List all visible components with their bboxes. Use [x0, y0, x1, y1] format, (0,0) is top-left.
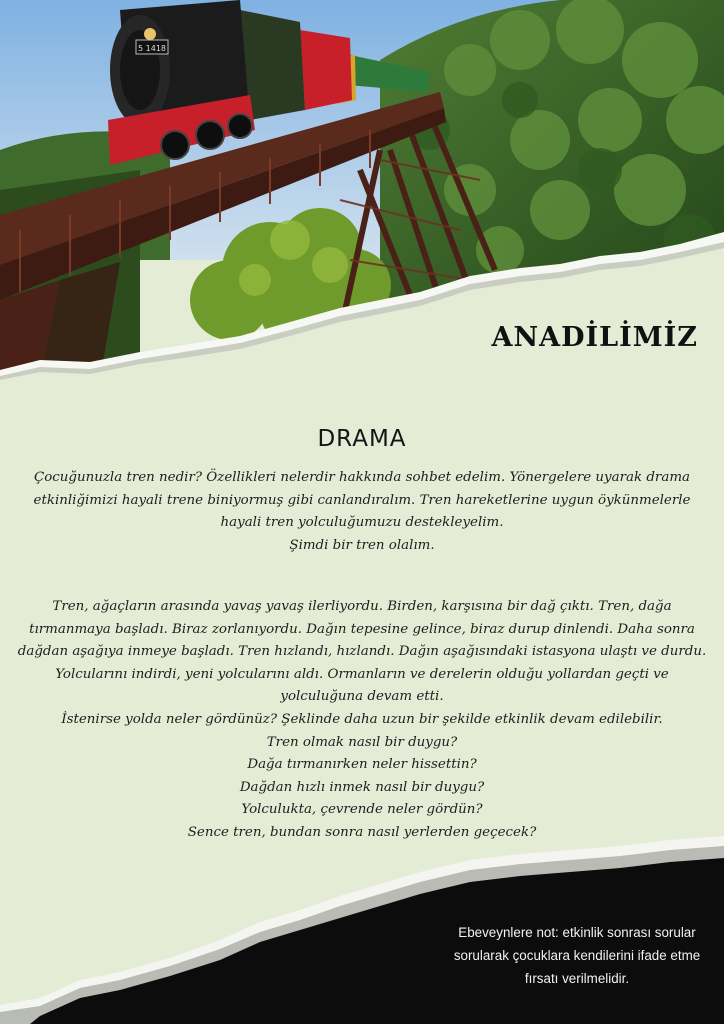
intro-paragraph: Çocuğunuzla tren nedir? Özellikleri nelerdir hakkında sohbet edelim. Yönergelere uyarak drama etkinliğimizi hayali trene biniyormuş gibi canlandıralım. Tren hareketlerine uygun öykünmelerle hayali tren yolculuğumuzu destekleyelim. [33, 470, 691, 531]
brand-title: ANADİLİMİZ [491, 322, 698, 353]
story-text [14, 596, 710, 845]
intro-paragraph: Şimdi bir tren olalım. [289, 537, 435, 553]
question-line: Dağdan hızlı inmek nasıl bir duygu? [239, 779, 485, 795]
story-paragraph: Tren, ağaçların arasında yavaş yavaş ilerliyordu. Birden, karşısına bir dağ çıktı. Tren, dağa tırmanmaya başladı. Biraz zorlanıyordu. Dağın tepesine gelince, biraz durup dinlendi. Daha sonra dağdan aşağıya inmeye başladı. Tren hızlandı, hızlandı. Dağın aşağısındaki istasyona ulaştı ve durdu. Yolcularını indirdi, yeni yolcularını aldı. Ormanların ve derelerin olduğu yollardan geçti ve yolculuğuna devam etti. [17, 599, 707, 705]
locomotive-number: 5 1418 [138, 44, 166, 53]
question-line: Sence tren, bundan sonra nasıl yerlerden geçecek? [187, 824, 537, 840]
question-line: Tren olmak nasıl bir duygu? [266, 734, 458, 750]
story-paragraph: İstenirse yolda neler gördünüz? Şeklinde daha uzun bir şekilde etkinlik devam edilebilir. [61, 711, 663, 727]
intro-text [14, 467, 710, 557]
section-title: DRAMA [317, 426, 407, 452]
question-line: Dağa tırmanırken neler hissettin? [247, 757, 477, 773]
question-line: Yolculukta, çevrende neler gördün? [241, 802, 483, 818]
parent-note: Ebeveynlere not: etkinlik sonrası sorular sorularak çocuklara kendilerini ifade etme fırsatı verilmelidir. [453, 925, 701, 986]
